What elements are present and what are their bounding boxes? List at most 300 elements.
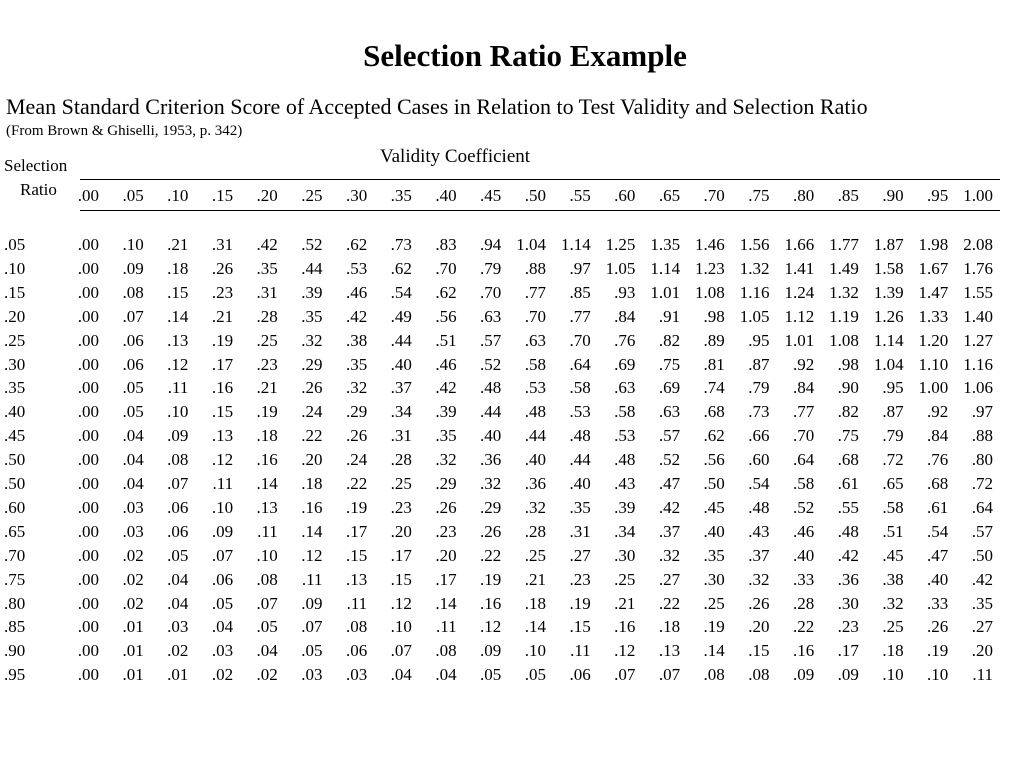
table-cell: .00	[77, 474, 99, 493]
table-cell: .02	[122, 593, 144, 613]
table-cell: .88	[971, 426, 993, 446]
column-header: .90	[882, 186, 904, 205]
table-cell: .15	[211, 402, 234, 422]
table-cell: .07	[301, 617, 323, 637]
table-cell: .16	[480, 593, 502, 613]
table-cell: .24	[301, 402, 323, 422]
table-cell: .72	[971, 474, 993, 493]
table-cell: .05	[256, 617, 278, 637]
table-cell: .50	[971, 545, 993, 565]
table-cell: .76	[614, 330, 636, 350]
table-cell: .65	[882, 474, 904, 493]
table-cell: .84	[792, 378, 815, 398]
table-cell: .54	[927, 521, 949, 541]
table-cell: .16	[792, 641, 815, 661]
table-cell: .31	[256, 282, 278, 302]
table-cell: .58	[882, 497, 904, 517]
table-cell: 1.67	[918, 258, 949, 278]
table-cell: .07	[122, 306, 144, 326]
table-cell: .25	[614, 569, 636, 589]
table-cell: .05	[480, 665, 502, 685]
column-header: .65	[658, 186, 681, 205]
table-row	[0, 497, 1010, 519]
table-cell: .15	[167, 282, 189, 302]
table-cell: .70	[435, 258, 457, 278]
table-cell: .40	[792, 545, 815, 565]
table-row	[0, 640, 1010, 662]
column-header: .30	[345, 186, 368, 205]
table-cell: .16	[614, 617, 636, 637]
table-cell: 2.08	[963, 235, 993, 254]
table-cell: .97	[971, 402, 993, 422]
table-cell: .05	[122, 378, 144, 398]
table-cell: .53	[614, 426, 636, 446]
table-cell: .32	[435, 450, 457, 470]
table-cell: .22	[345, 474, 368, 493]
table-cell: 1.32	[739, 258, 770, 278]
table-cell: .97	[569, 258, 591, 278]
header-rule-top	[80, 179, 1000, 180]
table-cell: .46	[345, 282, 368, 302]
table-cell: .03	[211, 641, 234, 661]
table-cell: .10	[256, 545, 278, 565]
table-cell: .23	[211, 282, 234, 302]
table-cell: .70	[569, 330, 591, 350]
table-cell: .08	[167, 450, 189, 470]
column-header: .00	[77, 186, 99, 205]
row-header-ratio: .20	[4, 306, 26, 326]
column-header: .55	[569, 186, 591, 205]
column-header: .40	[435, 186, 457, 205]
row-label-line1: Selection	[4, 156, 68, 175]
table-cell: .48	[837, 521, 859, 541]
table-cell: .01	[122, 665, 144, 685]
table-cell: .00	[77, 282, 99, 302]
table-cell: .98	[703, 306, 725, 326]
table-cell: .14	[256, 474, 278, 493]
table-cell: .42	[345, 306, 368, 326]
table-cell: .32	[524, 497, 546, 517]
table-cell: .08	[703, 665, 725, 685]
table-cell: .10	[211, 497, 234, 517]
table-cell: .05	[167, 545, 189, 565]
table-cell: .44	[480, 402, 502, 422]
table-cell: .00	[77, 402, 99, 422]
table-cell: .42	[971, 569, 993, 589]
table-cell: 1.01	[784, 330, 815, 350]
row-header-ratio: .70	[4, 545, 26, 565]
table-cell: .45	[703, 497, 725, 517]
table-row	[0, 545, 1010, 567]
table-cell: .61	[837, 474, 859, 493]
column-header: .45	[480, 186, 502, 205]
table-cell: 1.56	[739, 235, 770, 254]
table-cell: .25	[390, 474, 412, 493]
table-cell: .32	[301, 330, 323, 350]
table-cell: .06	[569, 665, 591, 685]
table-cell: 1.66	[784, 235, 815, 254]
table-cell: .19	[927, 641, 949, 661]
table-cell: .03	[167, 617, 189, 637]
table-cell: .79	[480, 258, 502, 278]
table-cell: .00	[77, 306, 99, 326]
header-rule-bottom	[80, 210, 1000, 211]
table-cell: .38	[345, 330, 368, 350]
table-cell: 1.14	[560, 235, 591, 254]
table-cell: 1.08	[695, 282, 725, 302]
table-cell: .62	[345, 235, 368, 254]
table-cell: .04	[435, 665, 457, 685]
table-cell: .01	[122, 617, 144, 637]
table-cell: .35	[345, 354, 368, 374]
table-cell: .07	[614, 665, 636, 685]
table-cell: .35	[569, 497, 591, 517]
table-cell: 1.46	[695, 235, 725, 254]
table-cell: 1.16	[963, 354, 993, 374]
table-cell: .11	[435, 617, 457, 637]
table-row	[0, 521, 1010, 543]
table-cell: .39	[614, 497, 636, 517]
table-cell: .72	[882, 450, 904, 470]
table-cell: .61	[927, 497, 949, 517]
table-cell: .52	[658, 450, 681, 470]
table-cell: .44	[569, 450, 591, 470]
table-cell: .25	[256, 330, 278, 350]
table-cell: .25	[524, 545, 546, 565]
table-cell: .54	[748, 474, 770, 493]
table-cell: .87	[748, 354, 770, 374]
table-cell: .03	[122, 497, 144, 517]
table-cell: 1.76	[963, 258, 993, 278]
table-cell: .08	[435, 641, 457, 661]
row-header-ratio: .75	[4, 569, 26, 589]
table-cell: .36	[524, 474, 546, 493]
table-cell: .11	[257, 521, 278, 541]
column-header: .70	[703, 186, 725, 205]
table-cell: .15	[569, 617, 591, 637]
table-row	[0, 377, 1010, 399]
table-cell: .26	[435, 497, 457, 517]
table-cell: .29	[480, 497, 502, 517]
table-cell: .26	[211, 258, 234, 278]
table-cell: .04	[256, 641, 278, 661]
table-cell: .31	[211, 235, 234, 254]
table-cell: .79	[882, 426, 904, 446]
table-cell: 1.04	[516, 235, 546, 254]
table-cell: .11	[167, 378, 189, 398]
table-row	[0, 354, 1010, 376]
table-cell: .17	[390, 545, 412, 565]
table-cell: .77	[569, 306, 591, 326]
table-cell: 1.23	[695, 258, 725, 278]
table-cell: .36	[837, 569, 859, 589]
table-cell: .03	[345, 665, 368, 685]
table-cell: .64	[792, 450, 815, 470]
table-cell: .40	[927, 569, 949, 589]
table-row	[0, 569, 1010, 591]
table-cell: .29	[435, 474, 457, 493]
table-cell: .90	[837, 378, 859, 398]
table-row	[0, 616, 1010, 638]
table-cell: .26	[480, 521, 502, 541]
table-cell: 1.47	[918, 282, 949, 302]
table-cell: .04	[122, 450, 144, 470]
table-cell: .48	[569, 426, 591, 446]
table-cell: .17	[345, 521, 368, 541]
table-cell: .35	[703, 545, 725, 565]
table-cell: .62	[390, 258, 412, 278]
table-cell: .20	[435, 545, 457, 565]
row-header-ratio: .50	[4, 474, 26, 493]
row-header-ratio: .15	[4, 282, 26, 302]
table-cell: .76	[927, 450, 949, 470]
table-cell: .43	[614, 474, 636, 493]
table-cell: .12	[480, 617, 502, 637]
table-cell: .19	[569, 593, 591, 613]
table-cell: .48	[614, 450, 636, 470]
column-header: .60	[614, 186, 636, 205]
table-cell: .98	[837, 354, 859, 374]
table-cell: .06	[167, 497, 189, 517]
table-cell: .24	[345, 450, 368, 470]
table-cell: .13	[345, 569, 368, 589]
table-cell: 1.05	[739, 306, 770, 326]
table-cell: .09	[167, 426, 189, 446]
table-cell: .00	[77, 354, 99, 374]
table-row	[0, 593, 1010, 615]
table-cell: .26	[301, 378, 323, 398]
table-cell: .17	[837, 641, 859, 661]
table-cell: .63	[658, 402, 681, 422]
table-cell: .18	[658, 617, 681, 637]
table-cell: .00	[77, 545, 99, 565]
table-cell: .70	[480, 282, 502, 302]
table-cell: .11	[570, 641, 591, 661]
table-cell: .16	[301, 497, 323, 517]
table-cell: .35	[435, 426, 457, 446]
table-cell: .73	[390, 235, 412, 254]
table-cell: .52	[301, 235, 323, 254]
table-row	[0, 664, 1010, 686]
table-cell: .00	[77, 450, 99, 470]
table-cell: .68	[837, 450, 859, 470]
row-header-ratio: .25	[4, 330, 26, 350]
table-cell: .58	[569, 378, 591, 398]
table-cell: .15	[390, 569, 412, 589]
table-cell: .68	[927, 474, 949, 493]
table-cell: .19	[480, 569, 502, 589]
table-cell: 1.05	[605, 258, 636, 278]
table-cell: .91	[658, 306, 681, 326]
table-cell: .20	[301, 450, 323, 470]
table-cell: .23	[435, 521, 457, 541]
table-cell: .88	[524, 258, 546, 278]
table-cell: .62	[703, 426, 725, 446]
table-cell: .22	[658, 593, 681, 613]
table-cell: .09	[837, 665, 859, 685]
table-cell: .62	[435, 282, 457, 302]
table-cell: .70	[792, 426, 815, 446]
table-cell: .49	[390, 306, 412, 326]
table-cell: .21	[211, 306, 234, 326]
table-cell: .05	[301, 641, 323, 661]
table-cell: .58	[614, 402, 636, 422]
row-header-ratio: .80	[4, 593, 26, 613]
table-cell: .22	[480, 545, 502, 565]
table-cell: .25	[882, 617, 904, 637]
table-cell: .56	[703, 450, 725, 470]
row-header-ratio: .40	[4, 402, 26, 422]
table-cell: .10	[167, 402, 189, 422]
table-cell: .35	[256, 258, 278, 278]
table-cell: .31	[390, 426, 412, 446]
table-cell: .30	[703, 569, 725, 589]
table-cell: .11	[212, 474, 234, 493]
table-cell: .44	[390, 330, 412, 350]
table-cell: .69	[614, 354, 636, 374]
column-header: .15	[211, 186, 234, 205]
table-cell: .50	[703, 474, 725, 493]
table-row	[0, 330, 1010, 352]
table-cell: .02	[167, 641, 189, 661]
table-cell: .09	[792, 665, 815, 685]
table-cell: .87	[882, 402, 904, 422]
table-cell: .00	[77, 330, 99, 350]
table-cell: .58	[792, 474, 815, 493]
table-cell: .32	[480, 474, 502, 493]
table-cell: .48	[480, 378, 502, 398]
table-cell: .19	[345, 497, 368, 517]
table-cell: .53	[345, 258, 368, 278]
table-cell: .51	[435, 330, 457, 350]
table-cell: .04	[122, 474, 144, 493]
table-cell: .23	[256, 354, 278, 374]
table-cell: .07	[256, 593, 278, 613]
table-cell: 1.12	[784, 306, 815, 326]
table-cell: .33	[792, 569, 815, 589]
table-cell: .37	[748, 545, 770, 565]
table-cell: .34	[614, 521, 636, 541]
table-cell: 1.25	[605, 235, 636, 254]
table-cell: .93	[614, 282, 636, 302]
table-cell: .12	[390, 593, 412, 613]
row-header-ratio: .10	[4, 258, 26, 278]
table-cell: .20	[390, 521, 412, 541]
table-cell: .40	[480, 426, 502, 446]
table-cell: .04	[390, 665, 412, 685]
table-cell: .28	[792, 593, 815, 613]
table-cell: .60	[748, 450, 770, 470]
table-cell: .04	[211, 617, 234, 637]
table-cell: .77	[792, 402, 815, 422]
table-row	[0, 449, 1010, 471]
table-cell: .16	[256, 450, 278, 470]
table-cell: .04	[122, 426, 144, 446]
table-cell: .52	[792, 497, 815, 517]
table-cell: .32	[748, 569, 770, 589]
table-cell: .44	[301, 258, 323, 278]
table-cell: .45	[882, 545, 904, 565]
table-cell: 1.08	[829, 330, 859, 350]
table-cell: .32	[658, 545, 681, 565]
table-cell: .09	[211, 521, 234, 541]
table-cell: .95	[882, 378, 904, 398]
table-cell: .80	[971, 450, 993, 470]
table-cell: .92	[792, 354, 815, 374]
table-cell: .07	[390, 641, 412, 661]
table-cell: .57	[971, 521, 993, 541]
table-cell: 1.49	[829, 258, 859, 278]
table-cell: 1.77	[829, 235, 859, 254]
table-cell: .05	[211, 593, 234, 613]
table-cell: .43	[748, 521, 770, 541]
table-cell: .32	[882, 593, 904, 613]
table-cell: .00	[77, 378, 99, 398]
table-cell: .00	[77, 593, 99, 613]
table-cell: .42	[256, 235, 278, 254]
table-cell: .02	[122, 545, 144, 565]
table-cell: .57	[480, 330, 502, 350]
table-cell: .09	[301, 593, 323, 613]
table-cell: .23	[569, 569, 591, 589]
table-cell: .00	[77, 665, 99, 685]
table-cell: .27	[658, 569, 681, 589]
table-cell: .51	[882, 521, 904, 541]
table-cell: .14	[167, 306, 189, 326]
table-cell: .29	[301, 354, 323, 374]
table-cell: .29	[345, 402, 368, 422]
row-header-ratio: .95	[4, 665, 26, 685]
table-cell: .57	[658, 426, 681, 446]
table-cell: .02	[211, 665, 234, 685]
table-cell: .32	[345, 378, 368, 398]
table-cell: 1.41	[784, 258, 815, 278]
table-cell: 1.19	[829, 306, 859, 326]
table-cell: .38	[882, 569, 904, 589]
table-cell: .04	[167, 569, 189, 589]
table-cell: 1.04	[873, 354, 904, 374]
table-cell: .19	[703, 617, 725, 637]
table-cell: .12	[301, 545, 323, 565]
table-cell: 1.27	[963, 330, 993, 350]
table-cell: 1.32	[829, 282, 859, 302]
table-cell: .83	[435, 235, 457, 254]
table-cell: .47	[658, 474, 681, 493]
table-cell: .21	[167, 235, 189, 254]
column-header: .85	[837, 186, 859, 205]
table-cell: .26	[927, 617, 949, 637]
table-cell: .03	[122, 521, 144, 541]
table-cell: .28	[390, 450, 412, 470]
table-cell: 1.14	[873, 330, 904, 350]
table-row	[0, 473, 1010, 495]
table-cell: 1.20	[918, 330, 949, 350]
table-cell: .21	[524, 569, 546, 589]
table-cell: .18	[882, 641, 904, 661]
table-cell: .06	[167, 521, 189, 541]
table-cell: .03	[301, 665, 323, 685]
table-cell: .84	[614, 306, 636, 326]
table-cell: .10	[390, 617, 412, 637]
table-row	[0, 234, 1010, 256]
table-cell: .14	[301, 521, 323, 541]
table-cell: .01	[167, 665, 189, 685]
table-cell: .04	[167, 593, 189, 613]
table-cell: .02	[256, 665, 278, 685]
table-cell: .84	[927, 426, 949, 446]
table-cell: .18	[167, 258, 189, 278]
table-cell: 1.39	[873, 282, 904, 302]
